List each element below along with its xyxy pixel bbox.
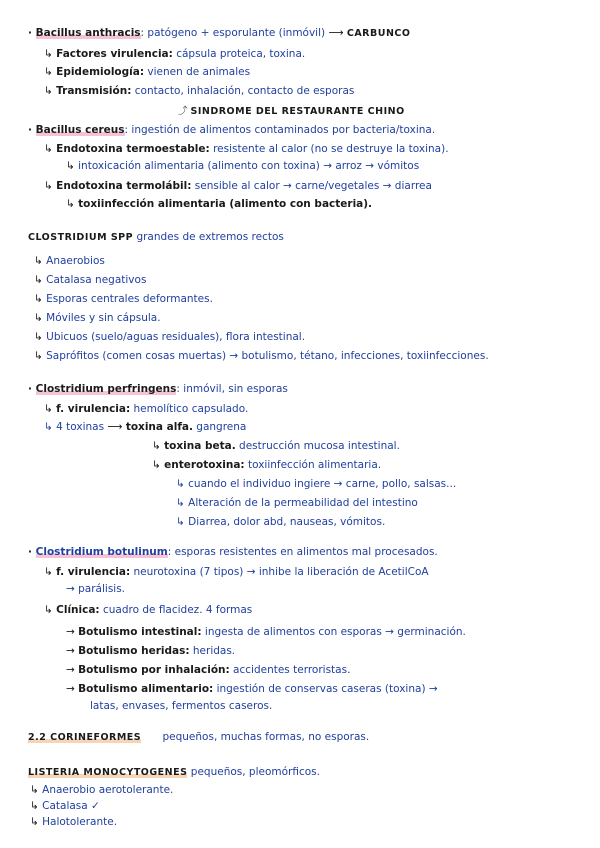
cereus-subitem: ↳ intoxicación alimentaria (alimento con toxina) → arroz → vómitos: [66, 160, 420, 172]
anthracis-desc: : patógeno + esporulante (inmóvil): [140, 27, 326, 39]
botulinum-desc: : esporas resistentes en alimentos mal procesados.: [167, 546, 438, 558]
listeria-title: LISTERIA MONOCYTOGENES: [28, 767, 188, 778]
clostridium-title: CLOSTRIDIUM SPP: [28, 232, 134, 243]
clostridium-desc: grandes de extremos rectos: [133, 231, 284, 243]
cereus-subitem: ↳ toxiinfección alimentaria (alimento con bacteria).: [66, 198, 373, 210]
perfringens-subitem: ↳ cuando el individuo ingiere → carne, pollo, salsas...: [176, 478, 457, 490]
anthracis-item: ↳ Factores virulencia: cápsula proteica, toxina.: [44, 48, 306, 60]
clostridium-item: ↳ Móviles y sin cápsula.: [34, 312, 161, 324]
listeria-desc: pequeños, pleomórficos.: [187, 766, 320, 778]
perfringens-toxin: ↳ enterotoxina: toxiinfección alimentaria.: [152, 459, 382, 471]
perfringens-toxins: ↳ 4 toxinas ⟶ toxina alfa. gangrena: [44, 421, 247, 433]
anthracis-item: ↳ Epidemiología: vienen de animales: [44, 66, 251, 78]
perfringens-header: · Clostridium perfringens: inmóvil, sin esporas: [28, 383, 288, 395]
clostridium-item: ↳ Saprófitos (comen cosas muertas) → botulismo, tétano, infecciones, toxiinfecciones.: [34, 350, 489, 362]
anthracis-item: ↳ Transmisión: contacto, inhalación, contacto de esporas: [44, 85, 355, 97]
listeria-item: ↳ Catalasa ✓: [30, 800, 100, 812]
listeria-item: ↳ Anaerobio aerotolerante.: [30, 784, 174, 796]
botulinum-subitem: → parálisis.: [66, 583, 126, 595]
clostridium-item: ↳ Ubicuos (suelo/aguas residuales), flora intestinal.: [34, 331, 306, 343]
cereus-note: ⤴ SINDROME DEL RESTAURANTE CHINO: [178, 106, 405, 117]
botulinum-title: Clostridium botulinum: [35, 546, 168, 558]
clostridium-item: ↳ Anaerobios: [34, 255, 105, 267]
perfringens-subitem: ↳ Alteración de la permeabilidad del intestino: [176, 497, 418, 509]
anthracis-header: · Bacillus anthracis: patógeno + esporulante (inmóvil) ⟶ CARBUNCO: [28, 27, 411, 39]
botulinum-item: ↳ f. virulencia: neurotoxina (7 tipos) → inhibe la liberación de AcetilCoA: [44, 566, 429, 578]
cereus-item: ↳ Endotoxina termolábil: sensible al calor → carne/vegetales → diarrea: [44, 180, 432, 192]
corine-title: 2.2 CORINEFORMES: [28, 732, 142, 743]
botulinum-form: → Botulismo heridas: heridas.: [66, 645, 236, 657]
clostridium-header: [28, 231, 284, 244]
anthracis-title: Bacillus anthracis: [35, 27, 141, 39]
listeria-header: [28, 766, 320, 779]
perfringens-toxin: ↳ toxina beta. destrucción mucosa intestinal.: [152, 440, 400, 452]
clostridium-item: ↳ Esporas centrales deformantes.: [34, 293, 213, 305]
anthracis-result: CARBUNCO: [346, 28, 411, 39]
clostridium-item: ↳ Catalasa negativos: [34, 274, 147, 286]
botulinum-form-cont: latas, envases, fermentos caseros.: [90, 700, 273, 712]
corine-header: [28, 731, 369, 744]
listeria-item: ↳ Halotolerante.: [30, 816, 118, 828]
corine-desc: pequeños, muchas formas, no esporas.: [162, 731, 370, 743]
cereus-item: ↳ Endotoxina termoestable: resistente al calor (no se destruye la toxina).: [44, 143, 449, 155]
botulinum-form: → Botulismo alimentario: ingestión de conservas caseras (toxina) →: [66, 683, 438, 695]
perfringens-desc: : inmóvil, sin esporas: [176, 383, 288, 395]
cereus-title: Bacillus cereus: [35, 124, 125, 136]
perfringens-item: ↳ f. virulencia: hemolítico capsulado.: [44, 403, 249, 415]
perfringens-subitem: ↳ Diarrea, dolor abd, nauseas, vómitos.: [176, 516, 386, 528]
cereus-header: · Bacillus cereus: ingestión de alimentos contaminados por bacteria/toxina.: [28, 124, 436, 136]
cereus-desc: : ingestión de alimentos contaminados por bacteria/toxina.: [124, 124, 436, 136]
botulinum-form: → Botulismo por inhalación: accidentes terroristas.: [66, 664, 351, 676]
botulinum-form: → Botulismo intestinal: ingesta de alimentos con esporas → germinación.: [66, 626, 466, 638]
botulinum-item: ↳ Clínica: cuadro de flacidez. 4 formas: [44, 604, 253, 616]
perfringens-title: Clostridium perfringens: [35, 383, 177, 395]
botulinum-header: · Clostridium botulinum: esporas resistentes en alimentos mal procesados.: [28, 546, 438, 558]
